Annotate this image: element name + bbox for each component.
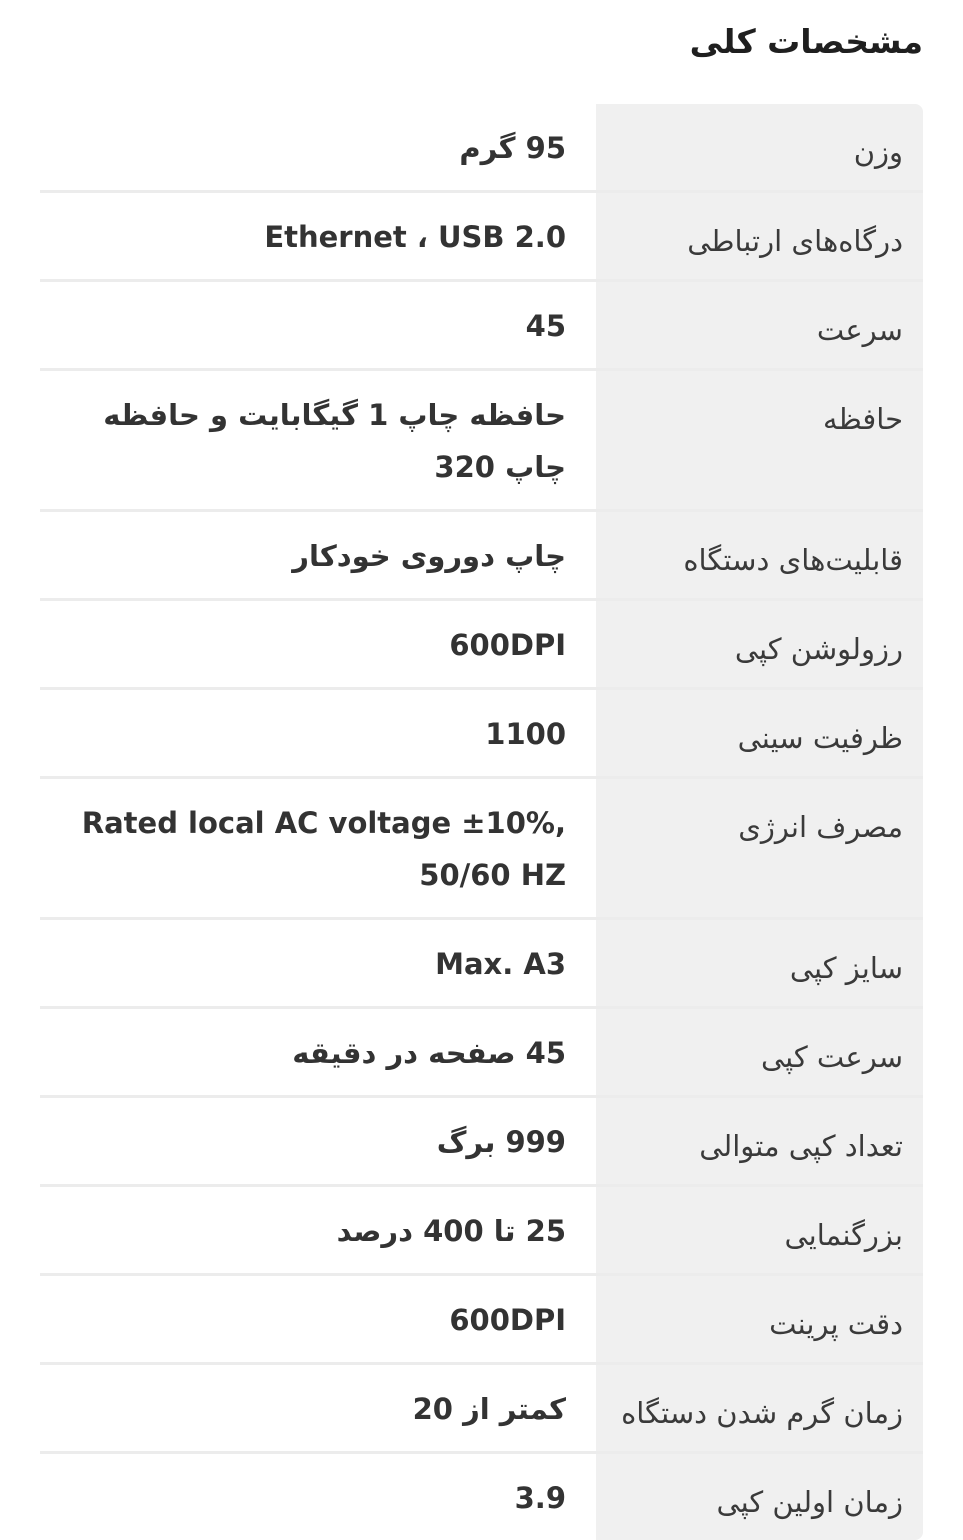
spec-row-zoom <box>40 1187 923 1276</box>
spec-row-warmup-time <box>40 1365 923 1454</box>
spec-key: دقت پرینت <box>596 1276 923 1362</box>
spec-row-print-resolution <box>40 1276 923 1365</box>
spec-row-copy-speed <box>40 1009 923 1098</box>
spec-key: بزرگنمایی <box>596 1187 923 1273</box>
spec-value: 999 برگ <box>436 1125 566 1159</box>
spec-value: Max. A3 <box>435 947 566 981</box>
spec-key: سرعت <box>596 282 923 368</box>
spec-value: 600DPI <box>449 628 566 662</box>
spec-row-copy-resolution <box>40 601 923 690</box>
spec-key: درگاه‌های ارتباطی <box>596 193 923 279</box>
spec-row-first-copy-time <box>40 1454 923 1540</box>
spec-value: 25 تا 400 درصد <box>336 1214 566 1248</box>
spec-value: 45 <box>525 309 566 343</box>
spec-key: ظرفیت سینی <box>596 690 923 776</box>
section-title: مشخصات کلی <box>689 22 923 61</box>
spec-row-tray-capacity <box>40 690 923 779</box>
spec-key: وزن <box>596 104 923 190</box>
spec-row-continuous-copies <box>40 1098 923 1187</box>
spec-key: تعداد کپی متوالی <box>596 1098 923 1184</box>
spec-row-memory <box>40 371 923 512</box>
spec-value: چاپ دوروی خودکار <box>292 539 566 573</box>
spec-key: مصرف انرژی <box>596 779 923 917</box>
spec-value: Ethernet ، USB 2.0 <box>264 220 566 254</box>
spec-row-power <box>40 779 923 920</box>
spec-value: 3.9 <box>514 1481 566 1515</box>
spec-key: قابلیت‌های دستگاه <box>596 512 923 598</box>
spec-row-speed <box>40 282 923 371</box>
spec-key: زمان اولین کپی <box>596 1454 923 1540</box>
spec-value: حافظه چاپ 1 گیگابایت و حافظه چاپ 320 <box>103 398 566 484</box>
spec-key: سایز کپی <box>596 920 923 1006</box>
spec-row-ports <box>40 193 923 282</box>
spec-key: حافظه <box>596 371 923 509</box>
spec-row-copy-size <box>40 920 923 1009</box>
spec-value: 95 گرم <box>459 131 566 165</box>
spec-key: سرعت کپی <box>596 1009 923 1095</box>
spec-row-weight <box>40 104 923 193</box>
spec-value: 600DPI <box>449 1303 566 1337</box>
spec-value: Rated local AC voltage ±10%, 50/60 HZ <box>81 806 566 892</box>
spec-table <box>40 104 923 1540</box>
spec-value: 1100 <box>485 717 566 751</box>
spec-key: رزولوشن کپی <box>596 601 923 687</box>
spec-row-capabilities <box>40 512 923 601</box>
spec-value: کمتر از 20 <box>412 1392 566 1426</box>
spec-key: زمان گرم شدن دستگاه <box>596 1365 923 1451</box>
spec-value: 45 صفحه در دقیقه <box>292 1036 566 1070</box>
